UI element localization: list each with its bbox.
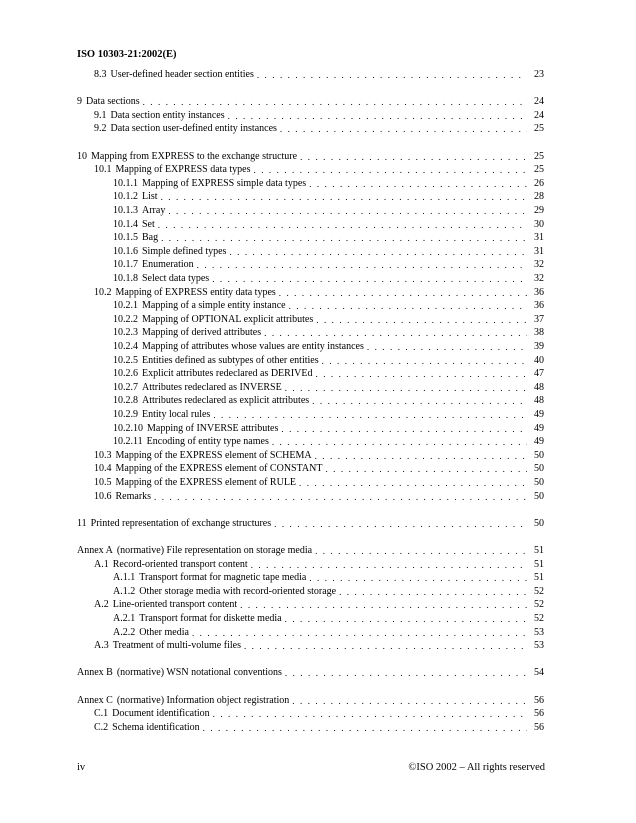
- toc-dot-leader: [285, 667, 527, 679]
- toc-entry-title: Line-oriented transport content: [112, 599, 238, 611]
- toc-entry-number: A.1: [94, 558, 109, 570]
- toc-entry-title: Mapping of EXPRESS entity data types: [115, 286, 276, 298]
- toc-entry-title: Enumeration: [142, 259, 194, 271]
- toc-entry-number: 10.2.2: [113, 313, 138, 325]
- toc-entry[interactable]: [77, 516, 544, 530]
- toc-entry-title: Data section user-defined entity instances: [110, 123, 277, 135]
- toc-entry[interactable]: [113, 230, 544, 244]
- toc-entry-page: 40: [534, 354, 544, 366]
- toc-dot-leader: [257, 69, 527, 81]
- toc-entry-title: Treatment of multi-volume files: [112, 640, 241, 652]
- toc-entry[interactable]: [94, 638, 544, 652]
- toc-entry-page: 53: [534, 626, 544, 638]
- toc-entry[interactable]: [113, 407, 544, 421]
- toc-entry-page: 25: [534, 164, 544, 176]
- toc-dot-leader: [289, 300, 527, 312]
- toc-entry-number: 10.2.5: [113, 354, 138, 366]
- toc-entry[interactable]: [113, 584, 544, 598]
- toc-entry-number: 10.2.3: [113, 327, 138, 339]
- toc-dot-leader: [281, 423, 527, 435]
- toc-entry-page: 52: [534, 613, 544, 624]
- toc-dot-leader: [279, 287, 527, 299]
- toc-entry-title: Remarks: [115, 490, 152, 502]
- toc-entry[interactable]: [113, 339, 544, 353]
- toc-entry-page: 37: [534, 313, 544, 325]
- toc-dot-leader: [309, 572, 527, 584]
- toc-entry[interactable]: [94, 475, 544, 489]
- toc-entry-page: 39: [534, 341, 544, 352]
- toc-entry-page: 54: [534, 667, 544, 679]
- toc-entry-number: 9.1: [94, 109, 107, 121]
- toc-entry-page: 50: [534, 490, 544, 502]
- toc-entry-page: 30: [534, 218, 544, 230]
- toc-entry-title: User-defined header section entities: [110, 69, 254, 80]
- toc-entry-page: 31: [534, 245, 544, 257]
- toc-dot-leader: [168, 205, 527, 217]
- toc-dot-leader: [315, 450, 527, 462]
- toc-entry-title: Mapping of the EXPRESS element of CONSTANT: [115, 463, 323, 475]
- toc-entry[interactable]: [113, 434, 544, 448]
- toc-entry-title: Document identification: [112, 708, 210, 720]
- toc-entry-number: 10.2: [94, 286, 112, 298]
- toc-entry-page: 31: [534, 232, 544, 244]
- toc-dot-leader: [316, 314, 527, 326]
- toc-entry-title: Mapping of the EXPRESS element of RULE: [115, 477, 297, 488]
- toc-entry-page: 50: [534, 463, 544, 475]
- toc-entry-title: Simple defined types: [142, 245, 227, 257]
- toc-entry-page: 25: [534, 123, 544, 135]
- toc-entry-page: 48: [534, 381, 544, 393]
- toc-entry[interactable]: [113, 312, 544, 326]
- toc-entry-title: Mapping of EXPRESS data types: [115, 164, 251, 176]
- toc-entry[interactable]: [113, 366, 544, 380]
- toc-entry[interactable]: [113, 570, 544, 584]
- toc-entry-title: (normative) File representation on storage media: [116, 545, 313, 556]
- toc-dot-leader: [203, 722, 527, 734]
- toc-dot-leader: [154, 491, 527, 503]
- toc-entry-page: 47: [534, 368, 544, 380]
- toc-dot-leader: [244, 640, 527, 652]
- toc-entry-page: 36: [534, 300, 544, 312]
- toc-entry[interactable]: [77, 665, 544, 679]
- toc-entry[interactable]: [94, 67, 544, 81]
- toc-entry[interactable]: [77, 94, 544, 108]
- toc-entry-number: 10.2.8: [113, 395, 138, 407]
- toc-entry-page: 49: [534, 409, 544, 420]
- toc-dot-leader: [229, 246, 527, 258]
- toc-entry-page: 23: [534, 69, 544, 80]
- toc-entry-number: 10.1.2: [113, 191, 138, 203]
- toc-entry-title: Entity local rules: [142, 409, 211, 420]
- toc-entry-title: Mapping from EXPRESS to the exchange structure: [91, 150, 298, 162]
- toc-entry-page: 32: [534, 259, 544, 271]
- toc-entry[interactable]: [77, 543, 544, 557]
- toc-entry-title: Attributes redeclared as INVERSE: [142, 381, 282, 393]
- toc-entry-number: 9: [77, 96, 82, 108]
- toc-entry-page: 51: [534, 572, 544, 584]
- toc-entry-number: A.3: [94, 640, 109, 652]
- toc-dot-leader: [213, 409, 527, 421]
- toc-dot-leader: [228, 110, 527, 122]
- toc-dot-leader: [213, 708, 527, 720]
- toc-entry-title: Bag: [142, 232, 159, 244]
- toc-entry-number: 10.1.8: [113, 273, 138, 284]
- toc-entry-number: 10.2.10: [113, 422, 143, 434]
- toc-entry[interactable]: [94, 108, 544, 122]
- toc-entry-number: 10.1.4: [113, 218, 138, 230]
- toc-entry-number: Annex A: [77, 545, 113, 556]
- toc-entry-title: Mapping of the EXPRESS element of SCHEMA: [115, 449, 312, 461]
- toc-entry-title: Transport format for magnetic tape media: [139, 572, 307, 584]
- toc-entry-title: Mapping of OPTIONAL explicit attributes: [142, 313, 314, 325]
- toc-entry[interactable]: [113, 625, 544, 639]
- toc-entry[interactable]: [77, 693, 544, 707]
- toc-dot-leader: [367, 341, 527, 353]
- toc-entry-number: 10.1.1: [113, 177, 138, 189]
- toc-entry[interactable]: [113, 353, 544, 367]
- toc-entry-page: 25: [534, 150, 544, 162]
- toc-entry[interactable]: [94, 162, 544, 176]
- toc-entry[interactable]: [113, 217, 544, 231]
- toc-entry-title: Data sections: [86, 96, 140, 108]
- toc-entry-page: 50: [534, 477, 544, 488]
- toc-entry-title: Set: [142, 218, 155, 230]
- toc-entry[interactable]: [113, 257, 544, 271]
- toc-entry-page: 56: [534, 694, 544, 706]
- toc-entry-page: 24: [534, 96, 544, 108]
- toc-dot-leader: [285, 382, 527, 394]
- toc-entry-number: 11: [77, 517, 87, 529]
- toc-entry-title: Printed representation of exchange structures: [90, 517, 272, 529]
- toc-entry-title: Select data types: [142, 273, 210, 284]
- toc-entry-number: A.2: [94, 599, 109, 611]
- toc-dot-leader: [299, 477, 527, 489]
- toc-entry[interactable]: [94, 285, 544, 299]
- toc-entry-number: A.2.2: [113, 626, 136, 638]
- toc-dot-leader: [315, 545, 527, 557]
- toc-entry[interactable]: [94, 720, 544, 734]
- toc-entry-number: 10.2.6: [113, 368, 138, 380]
- toc-entry-page: 32: [534, 273, 544, 284]
- toc-dot-leader: [240, 599, 527, 611]
- toc-entry[interactable]: [113, 203, 544, 217]
- toc-entry[interactable]: [94, 448, 544, 462]
- toc-entry-title: Mapping of a simple entity instance: [142, 300, 286, 312]
- toc-entry-number: 10.2.1: [113, 300, 138, 312]
- toc-entry-number: 10.1.7: [113, 259, 138, 271]
- toc-entry[interactable]: [94, 121, 544, 135]
- footer-copyright: ©ISO 2002 – All rights reserved: [408, 762, 545, 773]
- toc-dot-leader: [292, 695, 527, 707]
- toc-entry-title: Transport format for diskette media: [139, 613, 282, 624]
- toc-entry-page: 24: [534, 109, 544, 121]
- toc-entry-title: Array: [142, 205, 166, 216]
- toc-entry-number: 10.2.7: [113, 381, 138, 393]
- toc-entry-number: 10.2.9: [113, 409, 138, 420]
- toc-entry-number: 10.3: [94, 449, 112, 461]
- toc-entry[interactable]: [113, 189, 544, 203]
- toc-entry-title: List: [142, 191, 158, 203]
- toc-entry-title: Data section entity instances: [110, 109, 225, 121]
- toc-entry-page: 26: [534, 177, 544, 189]
- toc-dot-leader: [312, 395, 527, 407]
- toc-entry-title: Schema identification: [112, 721, 200, 733]
- toc-entry[interactable]: [113, 325, 544, 339]
- toc-entry-title: Mapping of attributes whose values are entity instances: [142, 341, 364, 352]
- toc-entry-title: (normative) Information object registration: [116, 694, 290, 706]
- toc-entry-number: 10.6: [94, 490, 112, 502]
- toc-entry[interactable]: [94, 706, 544, 720]
- toc-dot-leader: [161, 232, 527, 244]
- toc-entry[interactable]: [113, 380, 544, 394]
- toc-dot-leader: [300, 151, 527, 163]
- toc-entry-number: 10.2.11: [113, 436, 143, 448]
- toc-entry[interactable]: [113, 244, 544, 258]
- toc-entry-number: 10: [77, 150, 87, 162]
- toc-entry-title: Mapping of EXPRESS simple data types: [142, 177, 307, 189]
- toc-entry-page: 52: [534, 585, 544, 597]
- toc-entry-page: 56: [534, 721, 544, 733]
- toc-entry[interactable]: [94, 489, 544, 503]
- toc-entry[interactable]: [113, 298, 544, 312]
- toc-entry-title: Explicit attributes redeclared as DERIVEd: [142, 368, 313, 380]
- page-header: ISO 10303-21:2002(E): [77, 49, 177, 60]
- toc-entry[interactable]: [113, 611, 544, 625]
- toc-entry[interactable]: [113, 393, 544, 407]
- toc-entry[interactable]: [94, 461, 544, 475]
- toc-dot-leader: [339, 586, 527, 598]
- toc-entry[interactable]: [113, 271, 544, 285]
- toc-dot-leader: [143, 96, 527, 108]
- toc-entry-number: 10.1: [94, 164, 112, 176]
- toc-entry-number: 10.1.6: [113, 245, 138, 257]
- toc-entry-number: C.2: [94, 721, 109, 733]
- toc-entry-title: Record-oriented transport content: [112, 558, 248, 570]
- toc-dot-leader: [197, 259, 527, 271]
- toc-entry-number: 8.3: [94, 69, 107, 80]
- toc-entry[interactable]: [113, 176, 544, 190]
- toc-entry-page: 53: [534, 640, 544, 652]
- toc-entry-page: 51: [534, 558, 544, 570]
- toc-dot-leader: [325, 463, 527, 475]
- toc-entry-number: 10.2.4: [113, 341, 138, 352]
- toc-entry-number: A.1.1: [113, 572, 136, 584]
- toc-entry-title: Entities defined as subtypes of other entities: [142, 354, 319, 366]
- toc-entry[interactable]: [77, 149, 544, 163]
- toc-dot-leader: [158, 219, 527, 231]
- toc-entry-page: 48: [534, 395, 544, 407]
- toc-entry-number: A.1.2: [113, 585, 136, 597]
- toc-dot-leader: [161, 191, 527, 203]
- toc-entry-number: 9.2: [94, 123, 107, 135]
- toc-dot-leader: [254, 164, 528, 176]
- toc-dot-leader: [285, 613, 527, 625]
- toc-entry-page: 50: [534, 449, 544, 461]
- toc-entry[interactable]: [94, 597, 544, 611]
- toc-dot-leader: [274, 518, 527, 530]
- toc-dot-leader: [212, 273, 527, 285]
- toc-entry-page: 49: [534, 422, 544, 434]
- toc-entry-number: C.1: [94, 708, 109, 720]
- toc-entry-number: Annex B: [77, 667, 113, 679]
- toc-dot-leader: [309, 178, 527, 190]
- toc-entry-title: Other media: [139, 626, 189, 638]
- toc-entry-title: Encoding of entity type names: [146, 436, 269, 448]
- toc-entry-page: 28: [534, 191, 544, 203]
- toc-entry-title: Other storage media with record-oriented storage: [139, 585, 337, 597]
- toc-entry-page: 29: [534, 205, 544, 216]
- toc-dot-leader: [264, 327, 527, 339]
- toc-entry-page: 56: [534, 708, 544, 720]
- toc-dot-leader: [322, 355, 527, 367]
- toc-entry-title: Attributes redeclared as explicit attributes: [142, 395, 310, 407]
- toc-entry[interactable]: [94, 557, 544, 571]
- toc-entry-page: 51: [534, 545, 544, 556]
- toc-entry-page: 49: [534, 436, 544, 448]
- footer-page-number: iv: [77, 762, 86, 773]
- toc-entry-number: 10.1.5: [113, 232, 138, 244]
- toc-entry-number: 10.5: [94, 477, 112, 488]
- toc-entry-title: (normative) WSN notational conventions: [116, 667, 282, 679]
- toc-entry-title: Mapping of INVERSE attributes: [147, 422, 279, 434]
- toc-dot-leader: [316, 368, 528, 380]
- toc-entry-page: 52: [534, 599, 544, 611]
- toc-entry-page: 38: [534, 327, 544, 339]
- toc-dot-leader: [251, 559, 527, 571]
- toc-dot-leader: [280, 123, 527, 135]
- toc-dot-leader: [192, 627, 527, 639]
- toc-entry-number: 10.1.3: [113, 205, 138, 216]
- toc-dot-leader: [272, 436, 527, 448]
- toc-entry-number: A.2.1: [113, 613, 136, 624]
- toc-entry-title: Mapping of derived attributes: [142, 327, 262, 339]
- toc-entry-page: 50: [534, 517, 544, 529]
- toc-entry-number: Annex C: [77, 694, 113, 706]
- toc-entry-page: 36: [534, 286, 544, 298]
- toc-entry-number: 10.4: [94, 463, 112, 475]
- toc-entry[interactable]: [113, 421, 544, 435]
